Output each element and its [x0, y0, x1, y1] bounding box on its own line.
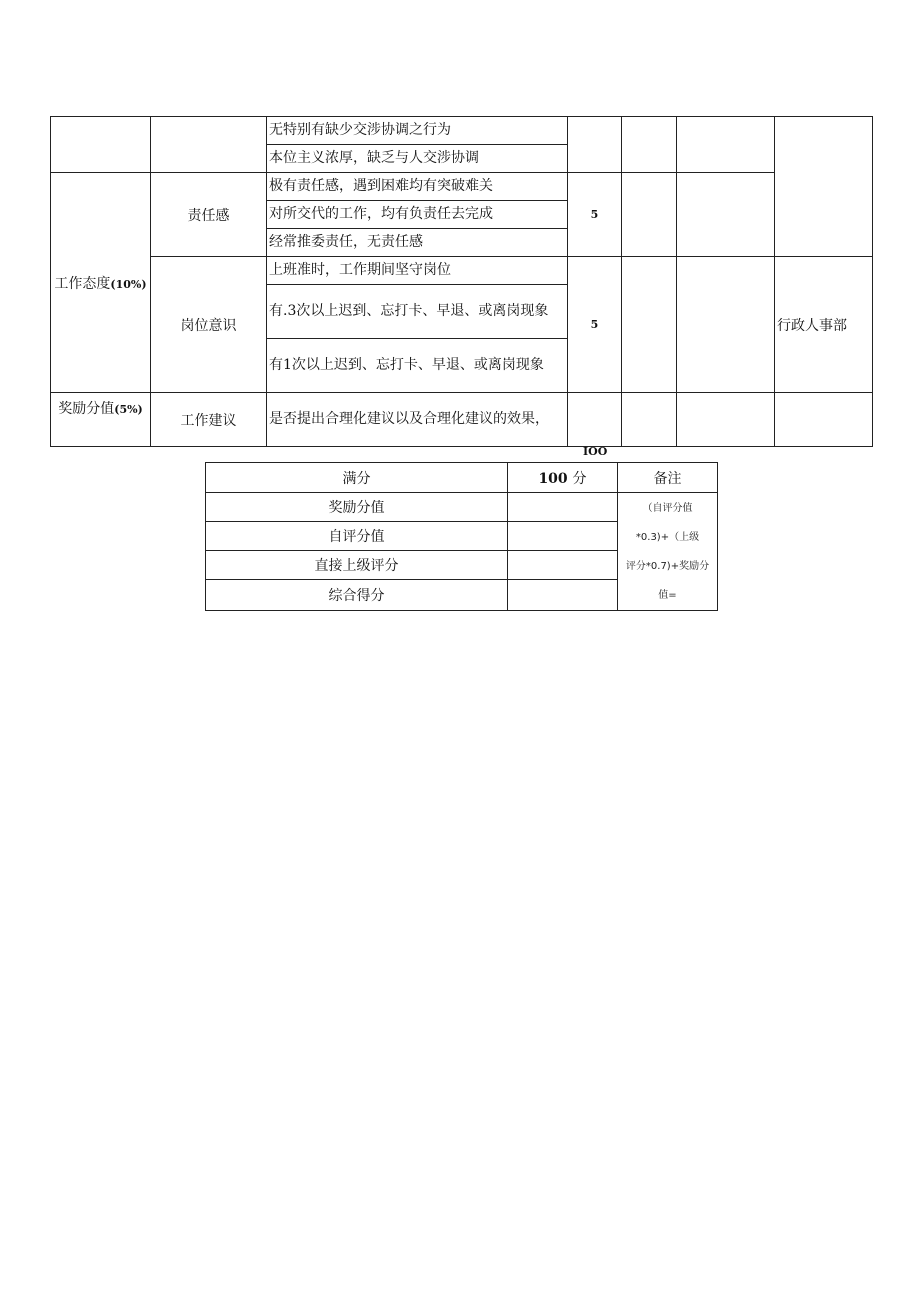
category-label: 奖励分值: [58, 401, 115, 417]
evaluation-table: [50, 116, 873, 447]
supervisor-score-cell: [677, 257, 775, 393]
self-score-cell: [622, 257, 677, 393]
supervisor-score-cell: [677, 117, 775, 173]
category-weight: (5%): [114, 403, 143, 416]
self-score-cell: [622, 173, 677, 257]
note-line: *0.3)+（上级: [635, 531, 700, 543]
summary-value-cell: [508, 580, 618, 611]
criterion-cell: 极有责任感，遇到困难均有突破难关: [267, 173, 568, 201]
department-cell-empty: [775, 393, 873, 447]
department-cell-empty: [775, 117, 873, 257]
summary-table: [205, 462, 718, 611]
criterion-cell: 有.3次以上迟到、忘打卡、早退、或离岗现象: [267, 285, 568, 339]
supervisor-score-cell: [677, 393, 775, 447]
category-cell-empty: [51, 117, 151, 173]
self-score-cell: [622, 393, 677, 447]
criterion-cell: 经常推委责任，无责任感: [267, 229, 568, 257]
summary-row-label: 奖励分值: [206, 493, 508, 522]
summary-row-label: 直接上级评分: [206, 551, 508, 580]
note-line: 值=: [658, 589, 677, 601]
item-responsibility: 责任感: [151, 173, 267, 257]
item-work-suggestion: 工作建议: [151, 393, 267, 447]
total-score-label: IOO: [583, 445, 608, 458]
summary-value-cell: [508, 493, 618, 522]
summary-row-label: 综合得分: [206, 580, 508, 611]
supervisor-score-cell: [677, 173, 775, 257]
note-header: 备注: [618, 463, 718, 493]
category-bonus: [51, 393, 151, 447]
self-score-cell: [622, 117, 677, 173]
full-score-value: [508, 463, 618, 493]
summary-value-cell: [508, 522, 618, 551]
full-score-unit: 分: [572, 470, 587, 487]
criterion-cell: 对所交代的工作，均有负责任去完成: [267, 201, 568, 229]
score-cell: [568, 393, 622, 447]
summary-value-cell: [508, 551, 618, 580]
score-cell: [568, 117, 622, 173]
category-work-attitude: [51, 173, 151, 393]
full-score-header: 满分: [206, 463, 508, 493]
score-post-awareness: 5: [568, 257, 622, 393]
full-score-number: 100: [538, 470, 568, 487]
criterion-cell: 有1次以上迟到、忘打卡、早退、或离岗现象: [267, 339, 568, 393]
summary-row-label: 自评分值: [206, 522, 508, 551]
item-post-awareness: 岗位意识: [151, 257, 267, 393]
department-cell: 行政人事部: [775, 257, 873, 393]
note-line: （自评分值: [642, 502, 693, 514]
note-cell: [618, 493, 718, 611]
criterion-cell: 无特别有缺少交涉协调之行为: [267, 117, 568, 145]
criterion-cell: 上班准时，工作期间坚守岗位: [267, 257, 568, 285]
score-responsibility: 5: [568, 173, 622, 257]
category-weight: (10%): [110, 277, 147, 291]
criterion-cell: 本位主义浓厚，缺乏与人交涉协调: [267, 145, 568, 173]
item-cell-empty: [151, 117, 267, 173]
category-label: 工作态度: [54, 275, 111, 292]
note-line: 评分*0.7)+奖励分: [625, 560, 710, 572]
criterion-cell: 是否提出合理化建议以及合理化建议的效果，: [267, 393, 568, 447]
